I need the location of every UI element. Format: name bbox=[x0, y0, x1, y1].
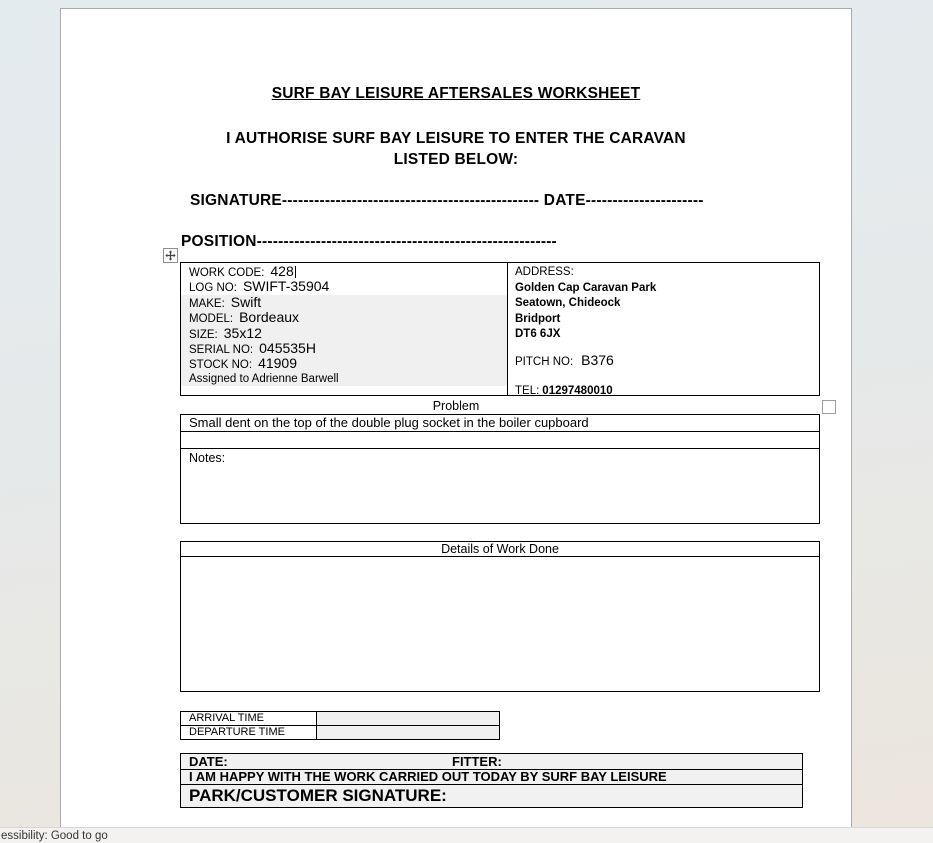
arrival-time-row bbox=[181, 712, 499, 726]
happy-statement-row: I AM HAPPY WITH THE WORK CARRIED OUT TODAY BY SURF BAY LEISURE bbox=[181, 770, 802, 785]
document-title: SURF BAY LEISURE AFTERSALES WORKSHEET bbox=[271, 85, 641, 102]
notes-area[interactable] bbox=[181, 449, 819, 523]
size-row[interactable] bbox=[189, 326, 507, 341]
serial-no-label: SERIAL NO: bbox=[189, 343, 254, 356]
make-label: MAKE: bbox=[189, 297, 225, 310]
work-code-row[interactable] bbox=[189, 264, 507, 279]
model-row[interactable] bbox=[189, 310, 507, 325]
signature-date-line: SIGNATURE------------------------------------------------ DATE---------------------- bbox=[190, 192, 704, 209]
table-move-handle[interactable] bbox=[163, 248, 178, 263]
tel-row[interactable] bbox=[515, 382, 819, 395]
model-label: MODEL: bbox=[189, 313, 234, 326]
status-bar bbox=[0, 827, 933, 843]
problem-description-row[interactable]: Small dent on the top of the double plug socket in the boiler cupboard bbox=[181, 415, 819, 432]
departure-time-field[interactable] bbox=[317, 726, 499, 739]
anchor-handle[interactable] bbox=[822, 400, 836, 414]
fitter-label: FITTER: bbox=[452, 754, 502, 769]
problem-table bbox=[180, 414, 820, 524]
address-line: Golden Cap Caravan Park bbox=[515, 281, 657, 294]
pitch-no-label: PITCH NO: bbox=[515, 355, 574, 368]
text-cursor bbox=[295, 266, 296, 278]
times-table bbox=[180, 711, 500, 740]
work-done-header: Details of Work Done bbox=[181, 542, 819, 557]
document-page[interactable] bbox=[60, 8, 852, 827]
address-label: ADDRESS: bbox=[515, 266, 574, 278]
make-row[interactable] bbox=[189, 295, 507, 310]
log-no-value: SWIFT-35904 bbox=[242, 278, 330, 295]
arrival-time-field[interactable] bbox=[317, 712, 499, 725]
stock-no-label: STOCK NO: bbox=[189, 359, 253, 372]
customer-signature-row[interactable]: PARK/CUSTOMER SIGNATURE: bbox=[189, 786, 447, 805]
move-arrows-icon bbox=[165, 250, 176, 261]
spacer bbox=[515, 370, 819, 382]
caravan-details-table bbox=[180, 262, 820, 396]
make-value: Swift bbox=[230, 293, 262, 310]
stock-no-value: 41909 bbox=[258, 355, 297, 372]
size-value: 35x12 bbox=[223, 324, 262, 341]
address-line: Bridport bbox=[515, 312, 561, 325]
spacer bbox=[515, 343, 819, 353]
signoff-table bbox=[180, 753, 803, 808]
model-value: Bordeaux bbox=[239, 309, 300, 326]
serial-no-row[interactable] bbox=[189, 341, 507, 356]
address-line: DT6 6JX bbox=[515, 328, 561, 340]
work-code-label: WORK CODE: bbox=[189, 267, 265, 279]
address-line: Seatown, Chideock bbox=[515, 297, 621, 309]
authorisation-line-1: I AUTHORISE SURF BAY LEISURE TO ENTER THE CARAVAN bbox=[226, 130, 686, 147]
pitch-no-value: B376 bbox=[581, 351, 614, 368]
position-line: POSITION-------------------------------------------------------- bbox=[181, 233, 557, 250]
work-done-table bbox=[180, 541, 820, 692]
authorisation-text bbox=[61, 128, 851, 170]
size-label: SIZE: bbox=[189, 328, 218, 341]
work-done-area[interactable] bbox=[181, 557, 819, 691]
tel-label: TEL: bbox=[515, 385, 540, 395]
arrival-time-label: ARRIVAL TIME bbox=[181, 712, 317, 725]
pitch-no-row[interactable] bbox=[515, 353, 819, 371]
tel-value: 01297480010 bbox=[542, 385, 613, 395]
problem-header: Problem bbox=[432, 399, 480, 413]
caravan-info-cell[interactable] bbox=[181, 263, 507, 395]
assigned-to-row[interactable]: Assigned to Adrienne Barwell bbox=[189, 372, 339, 385]
work-code-value: 428 bbox=[270, 263, 294, 279]
departure-time-row bbox=[181, 726, 499, 739]
log-no-label: LOG NO: bbox=[189, 282, 237, 295]
stock-no-row[interactable] bbox=[189, 356, 507, 371]
log-no-row[interactable] bbox=[189, 279, 507, 294]
serial-no-value: 045535H bbox=[259, 339, 316, 356]
accessibility-status[interactable]: essibility: Good to go bbox=[1, 830, 108, 842]
authorisation-line-2: LISTED BELOW: bbox=[393, 151, 519, 168]
date-fitter-row[interactable] bbox=[181, 754, 802, 770]
problem-empty-row[interactable] bbox=[181, 432, 819, 449]
date-label: DATE: bbox=[189, 754, 228, 769]
notes-label: Notes: bbox=[189, 451, 226, 465]
address-cell[interactable] bbox=[507, 263, 819, 395]
departure-time-label: DEPARTURE TIME bbox=[181, 726, 317, 739]
